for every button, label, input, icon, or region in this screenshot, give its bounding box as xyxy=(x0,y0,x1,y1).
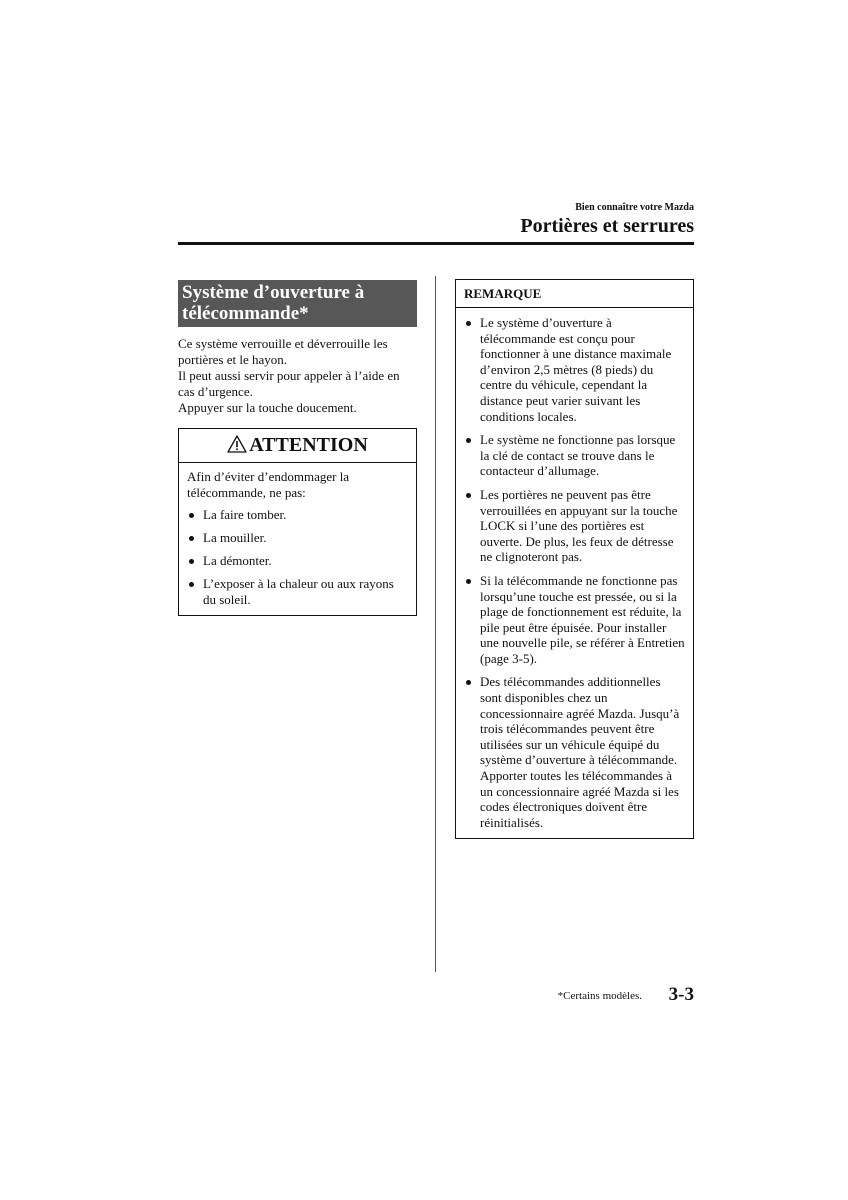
right-column xyxy=(455,279,693,839)
intro-paragraph: Ce système verrouille et déverrouille les portières et le hayon. xyxy=(178,336,388,367)
attention-item: La faire tomber. xyxy=(187,507,408,523)
note-item: Le système ne fonctionne pas lorsque la clé de contact se trouve dans le contacteur d’allumage. xyxy=(464,432,685,479)
note-box xyxy=(455,279,694,839)
note-item: Le système d’ouverture à télécommande est conçu pour fonctionner à une distance maximale d’environ 2,5 mètres (8 pieds) du centre du véhicule, cependant la distance peut varier suivant les conditions locales. xyxy=(464,315,685,424)
attention-lead: Afin d’éviter d’endommager la télécommande, ne pas: xyxy=(187,469,350,500)
intro-paragraph: Il peut aussi servir pour appeler à l’aide en cas d’urgence. xyxy=(178,368,400,399)
left-column xyxy=(178,280,418,616)
subsection-heading: Système d’ouverture à télécommande* xyxy=(178,280,417,327)
note-body xyxy=(456,308,693,838)
attention-body xyxy=(179,463,416,615)
attention-header xyxy=(179,429,416,463)
note-item: Si la télécommande ne fonctionne pas lorsqu’une touche est pressée, ou si la plage de fonctionnement est réduite, la pile peut être épuisée. Pour installer une nouvelle pile, se référer à Entretien (page 3-5). xyxy=(464,573,685,667)
header-rule xyxy=(178,242,694,245)
note-title: REMARQUE xyxy=(456,280,693,308)
warning-triangle-icon xyxy=(227,431,247,464)
intro-paragraph: Appuyer sur la touche doucement. xyxy=(178,400,357,415)
note-item: Les portières ne peuvent pas être verrouillées en appuyant sur la touche LOCK si l’une des portières est ouverte. De plus, les feux de détresse ne clignoteront pas. xyxy=(464,487,685,565)
note-item: Des télécommandes additionnelles sont disponibles chez un concessionnaire agréé Mazda. Jusqu’à trois télécommandes peuvent être utilisées sur un véhicule équipé du système d’ouverture à télécommande. Apporter toutes les télécommandes à un concessionnaire agréé Mazda si les codes électroniques doivent être réinitialisés. xyxy=(464,674,685,830)
column-divider xyxy=(435,276,436,972)
attention-item: La mouiller. xyxy=(187,530,408,546)
attention-item: La démonter. xyxy=(187,553,408,569)
attention-title: ATTENTION xyxy=(249,434,368,456)
intro-text xyxy=(178,336,418,416)
attention-item: L’exposer à la chaleur ou aux rayons du soleil. xyxy=(187,576,408,608)
page-number: 3-3 xyxy=(668,984,694,1005)
attention-list xyxy=(187,507,408,608)
footnote: *Certains modèles. xyxy=(557,990,642,1002)
attention-box xyxy=(178,428,417,616)
running-header: Bien connaître votre Mazda xyxy=(575,202,694,213)
note-list xyxy=(464,315,685,830)
section-title: Portières et serrures xyxy=(520,215,694,237)
